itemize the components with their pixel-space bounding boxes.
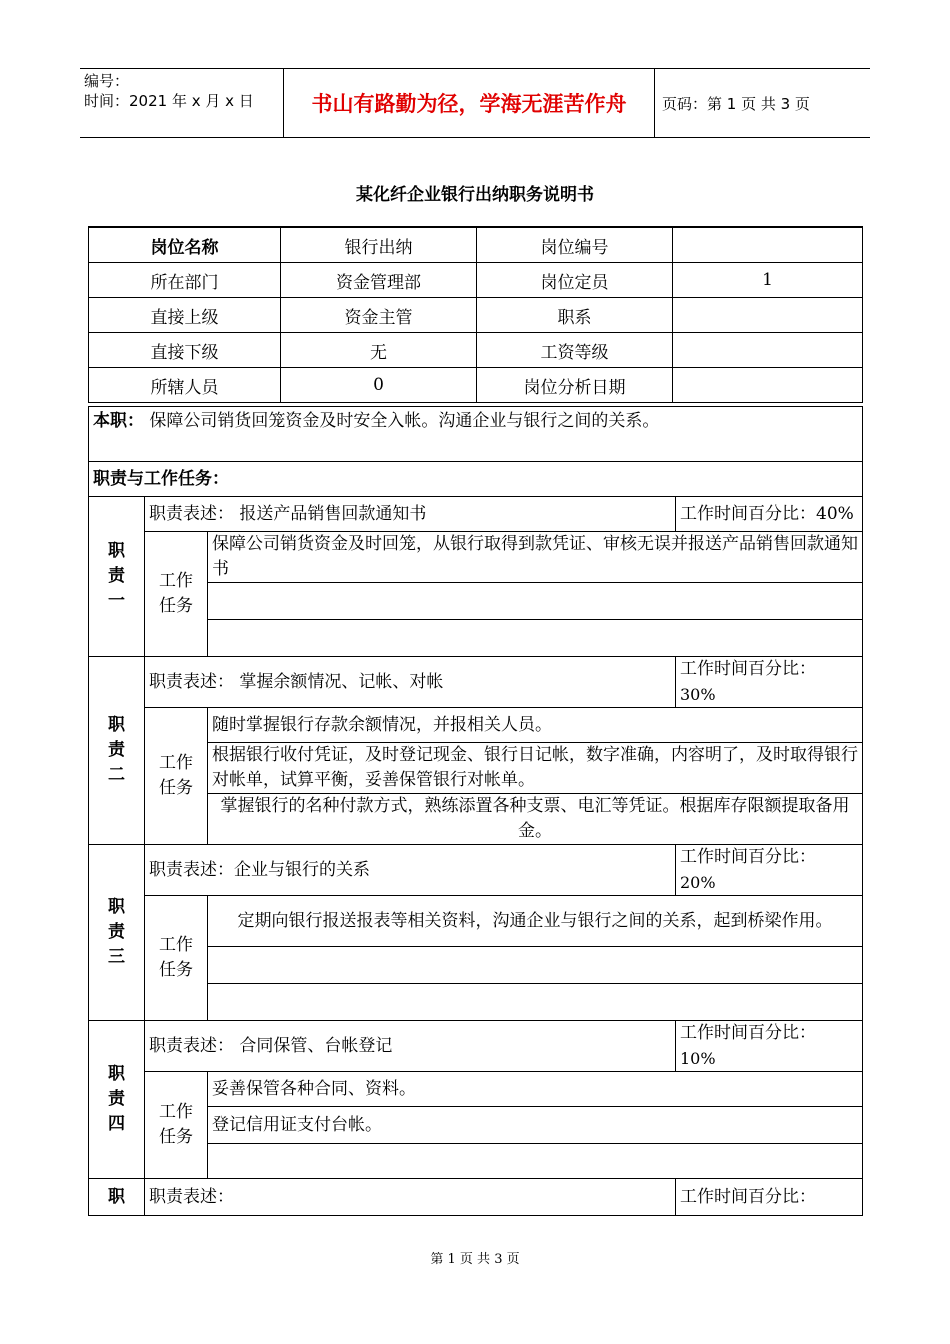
- info-value: [673, 333, 863, 368]
- info-value: 资金主管: [281, 298, 477, 333]
- info-value: 资金管理部: [281, 263, 477, 298]
- task-row: [89, 532, 863, 583]
- header-page-label: 页码：第 1 页 共 3 页: [662, 94, 810, 113]
- header-meta: [84, 71, 280, 111]
- doc-date-label: 时间：2021 年 x 月 x 日: [84, 92, 254, 110]
- work-task-label: [145, 532, 208, 657]
- work-task-label: [145, 708, 208, 845]
- duty-label-text: 职责四: [108, 1064, 125, 1134]
- info-key: 直接下级: [89, 333, 281, 368]
- task-item: [208, 620, 863, 657]
- info-key: 工资等级: [477, 333, 673, 368]
- duty-statement: 职责表述： 掌握余额情况、记帐、对帐: [145, 657, 676, 708]
- duty-time-pct: 工作时间百分比：: [676, 1179, 863, 1216]
- duty-time-pct: 工作时间百分比：40%: [676, 497, 863, 532]
- task-item: 保障公司销货资金及时回笼，从银行取得到款凭证、审核无误并报送产品销售回款通知书: [208, 532, 863, 583]
- duty-time-pct-value: 30%: [680, 685, 716, 704]
- main-duty-row: [89, 407, 863, 462]
- info-key: 职系: [477, 298, 673, 333]
- page-header: [80, 68, 870, 138]
- duty-label: 职: [89, 1179, 145, 1216]
- work-task-text: 工作任务: [159, 1102, 193, 1147]
- duty-row: [89, 845, 863, 896]
- task-row: [89, 896, 863, 947]
- section-title: 职责与工作任务：: [89, 462, 863, 497]
- work-task-text: 工作任务: [159, 935, 193, 980]
- duty-statement: 职责表述：企业与银行的关系: [145, 845, 676, 896]
- task-item: 掌握银行的名种付款方式，熟练添置各种支票、电汇等凭证。根据库存限额提取备用金。: [208, 794, 863, 845]
- info-key: 所辖人员: [89, 368, 281, 403]
- header-slogan: 书山有路勤为径，学海无涯苦作舟: [283, 69, 655, 137]
- duty-label: [89, 657, 145, 845]
- duty-time-pct-label: 工作时间百分比：: [680, 847, 816, 867]
- info-key: 所在部门: [89, 263, 281, 298]
- info-key: 岗位编号: [477, 227, 673, 263]
- document-title: 某化纤企业银行出纳职务说明书: [356, 185, 594, 205]
- task-item: [208, 984, 863, 1021]
- main-duty-cell: [89, 407, 863, 462]
- info-row: [89, 298, 863, 333]
- info-value: 0: [281, 368, 477, 403]
- duties-table: [88, 406, 863, 1216]
- info-value: [673, 298, 863, 333]
- duty-label-text: 职责二: [108, 715, 125, 785]
- position-info-table: [88, 226, 863, 403]
- duty-label-text: 职责三: [108, 897, 125, 967]
- task-row: [89, 1072, 863, 1107]
- duty-time-pct: [676, 845, 863, 896]
- task-item: [208, 583, 863, 620]
- duty-time-pct-label: 工作时间百分比：: [680, 1023, 816, 1043]
- info-row: [89, 227, 863, 263]
- duty-time-pct-value: 10%: [680, 1049, 716, 1068]
- main-duty-text: 保障公司销货回笼资金及时安全入帐。沟通企业与银行之间的关系。: [149, 411, 660, 431]
- task-item: [208, 947, 863, 984]
- duty-label: [89, 497, 145, 657]
- task-item: [208, 1144, 863, 1179]
- duty-row: [89, 1179, 863, 1216]
- duty-statement: 职责表述： 报送产品销售回款通知书: [145, 497, 676, 532]
- info-key: 岗位名称: [89, 227, 281, 263]
- info-value: 银行出纳: [281, 227, 477, 263]
- duty-time-pct: [676, 1021, 863, 1072]
- duty-row: [89, 497, 863, 532]
- work-task-label: [145, 896, 208, 1021]
- task-item: 随时掌握银行存款余额情况，并报相关人员。: [208, 708, 863, 743]
- info-value: 无: [281, 333, 477, 368]
- doc-number-label: 编号：: [84, 72, 130, 90]
- task-item: 根据银行收付凭证，及时登记现金、银行日记帐，数字准确，内容明了，及时取得银行对帐单，试算平衡，妥善保管银行对帐单。: [208, 743, 863, 794]
- task-item: 妥善保管各种合同、资料。: [208, 1072, 863, 1107]
- task-row: [89, 708, 863, 743]
- duty-label: [89, 1021, 145, 1179]
- duty-label: [89, 845, 145, 1021]
- duty-time-pct: [676, 657, 863, 708]
- info-row: [89, 333, 863, 368]
- work-task-text: 工作任务: [159, 571, 193, 616]
- info-value: 1: [673, 263, 863, 298]
- info-row: [89, 368, 863, 403]
- info-key: 岗位分析日期: [477, 368, 673, 403]
- main-duty-label: 本职：: [93, 411, 144, 431]
- duty-statement: 职责表述：: [145, 1179, 676, 1216]
- duty-row: [89, 657, 863, 708]
- info-value: [673, 227, 863, 263]
- task-item: 定期向银行报送报表等相关资料，沟通企业与银行之间的关系，起到桥梁作用。: [208, 896, 863, 947]
- duty-label-text: 职责一: [108, 541, 125, 611]
- task-item: 登记信用证支付台帐。: [208, 1107, 863, 1144]
- work-task-text: 工作任务: [159, 753, 193, 798]
- info-row: [89, 263, 863, 298]
- info-value: [673, 368, 863, 403]
- info-key: 直接上级: [89, 298, 281, 333]
- info-key: 岗位定员: [477, 263, 673, 298]
- page-footer: 第 1 页 共 3 页: [430, 1252, 520, 1267]
- duty-time-pct-value: 20%: [680, 873, 716, 892]
- duty-time-pct-label: 工作时间百分比：: [680, 659, 816, 679]
- section-title-row: [89, 462, 863, 497]
- duty-statement: 职责表述： 合同保管、台帐登记: [145, 1021, 676, 1072]
- duty-row: [89, 1021, 863, 1072]
- work-task-label: [145, 1072, 208, 1179]
